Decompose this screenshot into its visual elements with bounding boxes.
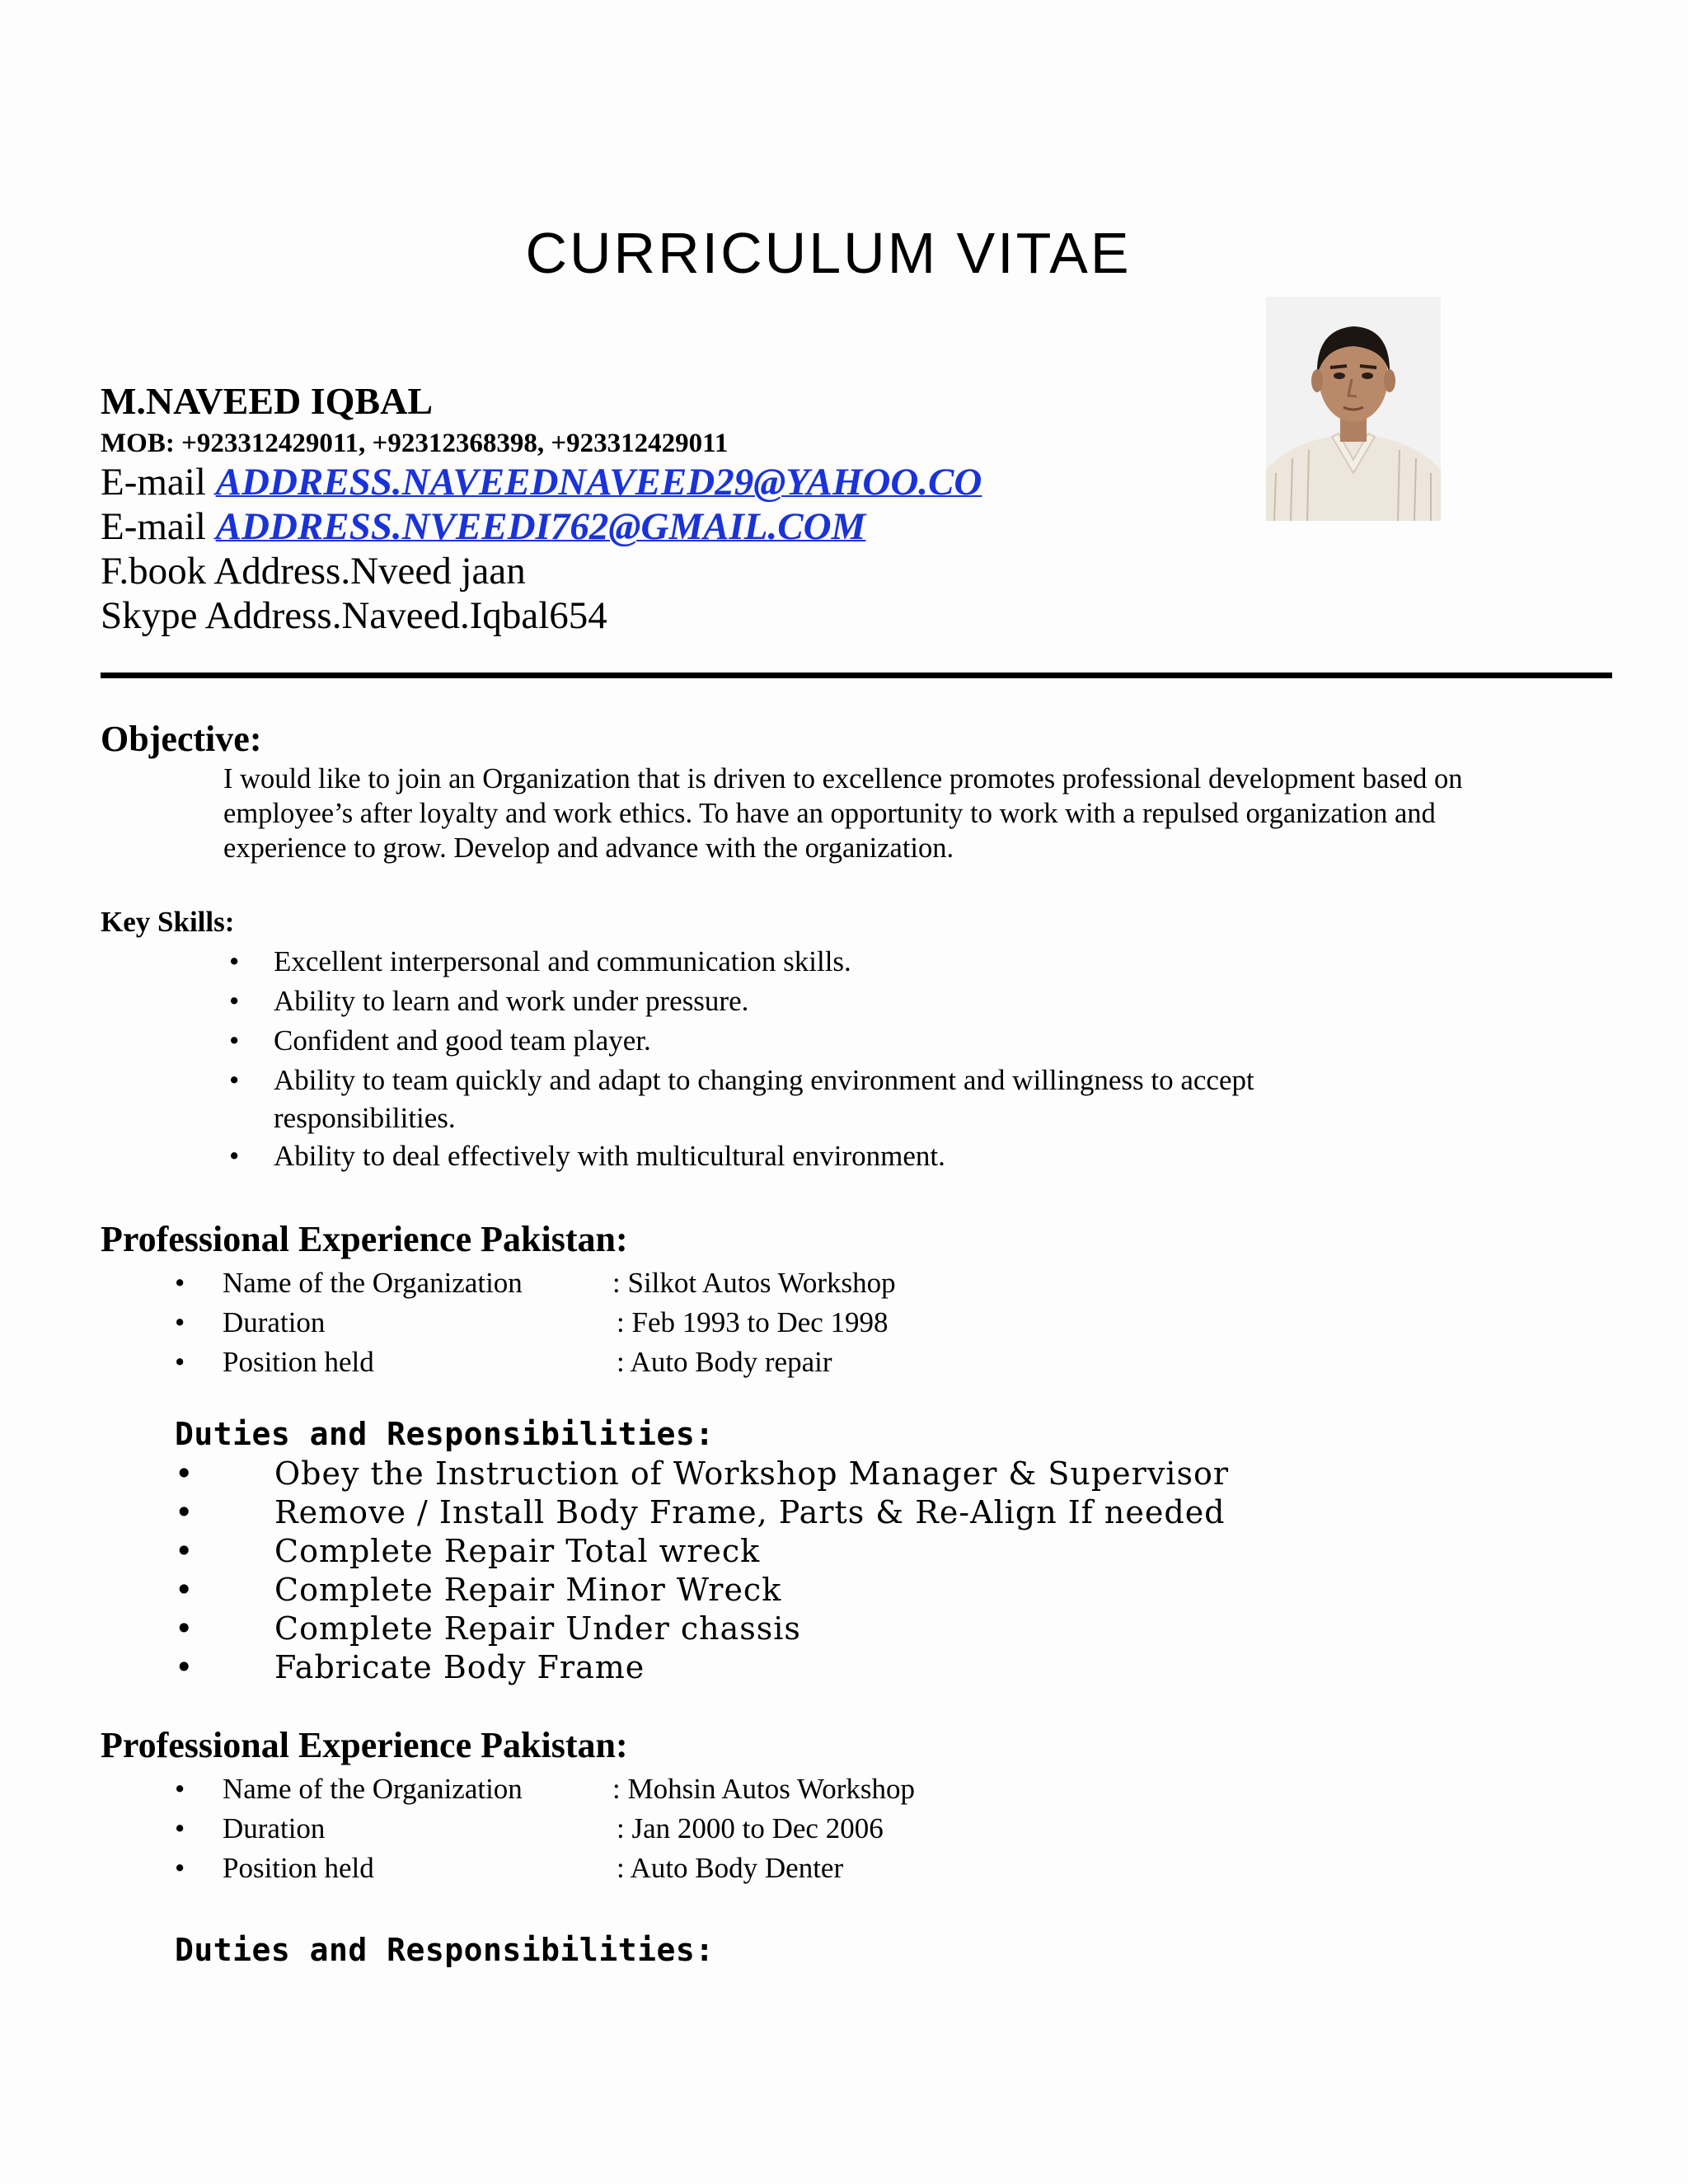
duties-heading: Duties and Responsibilities: xyxy=(175,1416,715,1452)
email-link-yahoo[interactable]: ADDRESS.NAVEEDNAVEED29@YAHOO.CO xyxy=(215,461,982,504)
header-divider xyxy=(101,673,1612,678)
experience-label: Duration xyxy=(223,1306,326,1338)
skill-item: Confident and good team player. xyxy=(274,1024,651,1057)
bullet-icon: • xyxy=(175,1610,195,1647)
bullet-icon: • xyxy=(175,1306,185,1338)
experience-heading: Professional Experience Pakistan: xyxy=(101,1725,628,1765)
mobile-numbers: MOB: +923312429011, +92312368398, +923312429011 xyxy=(101,429,729,458)
page-title: CURRICULUM VITAE xyxy=(525,221,1132,285)
key-skills-heading: Key Skills: xyxy=(101,906,235,938)
bullet-icon: • xyxy=(175,1455,195,1492)
experience-value: : Auto Body Denter xyxy=(617,1852,844,1884)
experience-label: Position held xyxy=(223,1346,374,1378)
bullet-icon: • xyxy=(175,1533,195,1569)
experience-label: Duration xyxy=(223,1812,326,1844)
bullet-icon: • xyxy=(175,1494,195,1530)
bullet-icon: • xyxy=(229,1140,240,1172)
objective-heading: Objective: xyxy=(101,719,262,759)
experience-label: Position held xyxy=(223,1852,374,1884)
bullet-icon: • xyxy=(229,1064,240,1096)
experience-label: Name of the Organization xyxy=(223,1267,523,1299)
duty-item: Complete Repair Minor Wreck xyxy=(274,1572,782,1608)
experience-label: Name of the Organization xyxy=(223,1773,523,1805)
email-label: E-mail xyxy=(101,461,206,504)
skill-item: Ability to deal effectively with multicultural environment. xyxy=(274,1140,945,1172)
email-line-1 xyxy=(101,462,982,504)
duties-heading: Duties and Responsibilities: xyxy=(175,1932,715,1968)
duty-item: Obey the Instruction of Workshop Manager & Supervisor xyxy=(274,1455,1229,1492)
experience-value: : Auto Body repair xyxy=(617,1346,832,1378)
email-label: E-mail xyxy=(101,505,206,548)
objective-line: employee’s after loyalty and work ethics. To have an opportunity to work with a repulsed organization and xyxy=(223,798,1436,829)
bullet-icon: • xyxy=(175,1572,195,1608)
email-link-gmail[interactable]: ADDRESS.NVEEDI762@GMAIL.COM xyxy=(215,505,866,548)
bullet-icon: • xyxy=(229,985,240,1017)
bullet-icon: • xyxy=(175,1346,185,1378)
portrait-image xyxy=(1266,297,1441,521)
experience-value: : Silkot Autos Workshop xyxy=(612,1267,896,1299)
bullet-icon: • xyxy=(175,1812,185,1844)
duty-item: Remove / Install Body Frame, Parts & Re-Align If needed xyxy=(274,1494,1226,1530)
skill-item-continuation: responsibilities. xyxy=(274,1102,456,1134)
bullet-icon: • xyxy=(229,1024,240,1057)
objective-line: I would like to join an Organization that is driven to excellence promotes professional development based on xyxy=(223,763,1463,794)
bullet-icon: • xyxy=(229,945,240,977)
bullet-icon: • xyxy=(175,1267,185,1299)
skill-item: Excellent interpersonal and communication skills. xyxy=(274,945,851,977)
experience-value: : Jan 2000 to Dec 2006 xyxy=(617,1812,884,1844)
bullet-icon: • xyxy=(175,1852,185,1884)
bullet-icon: • xyxy=(175,1649,195,1685)
candidate-name: M.NAVEED IQBAL xyxy=(101,380,433,422)
experience-value: : Feb 1993 to Dec 1998 xyxy=(617,1306,889,1338)
bullet-icon: • xyxy=(175,1773,185,1805)
experience-value: : Mohsin Autos Workshop xyxy=(612,1773,916,1805)
duty-item: Complete Repair Under chassis xyxy=(274,1610,801,1647)
profile-photo xyxy=(1266,297,1441,521)
skill-item: Ability to team quickly and adapt to changing environment and willingness to accept xyxy=(274,1064,1254,1096)
experience-heading: Professional Experience Pakistan: xyxy=(101,1219,628,1259)
duty-item: Fabricate Body Frame xyxy=(274,1649,645,1685)
skill-item: Ability to learn and work under pressure. xyxy=(274,985,749,1017)
objective-text xyxy=(223,762,1583,865)
skype-address: Skype Address.Naveed.Iqbal654 xyxy=(101,594,607,637)
objective-line: experience to grow. Develop and advance with the organization. xyxy=(223,832,954,864)
duty-item: Complete Repair Total wreck xyxy=(274,1533,761,1569)
email-line-2 xyxy=(101,506,865,549)
facebook-address: F.book Address.Nveed jaan xyxy=(101,550,526,593)
